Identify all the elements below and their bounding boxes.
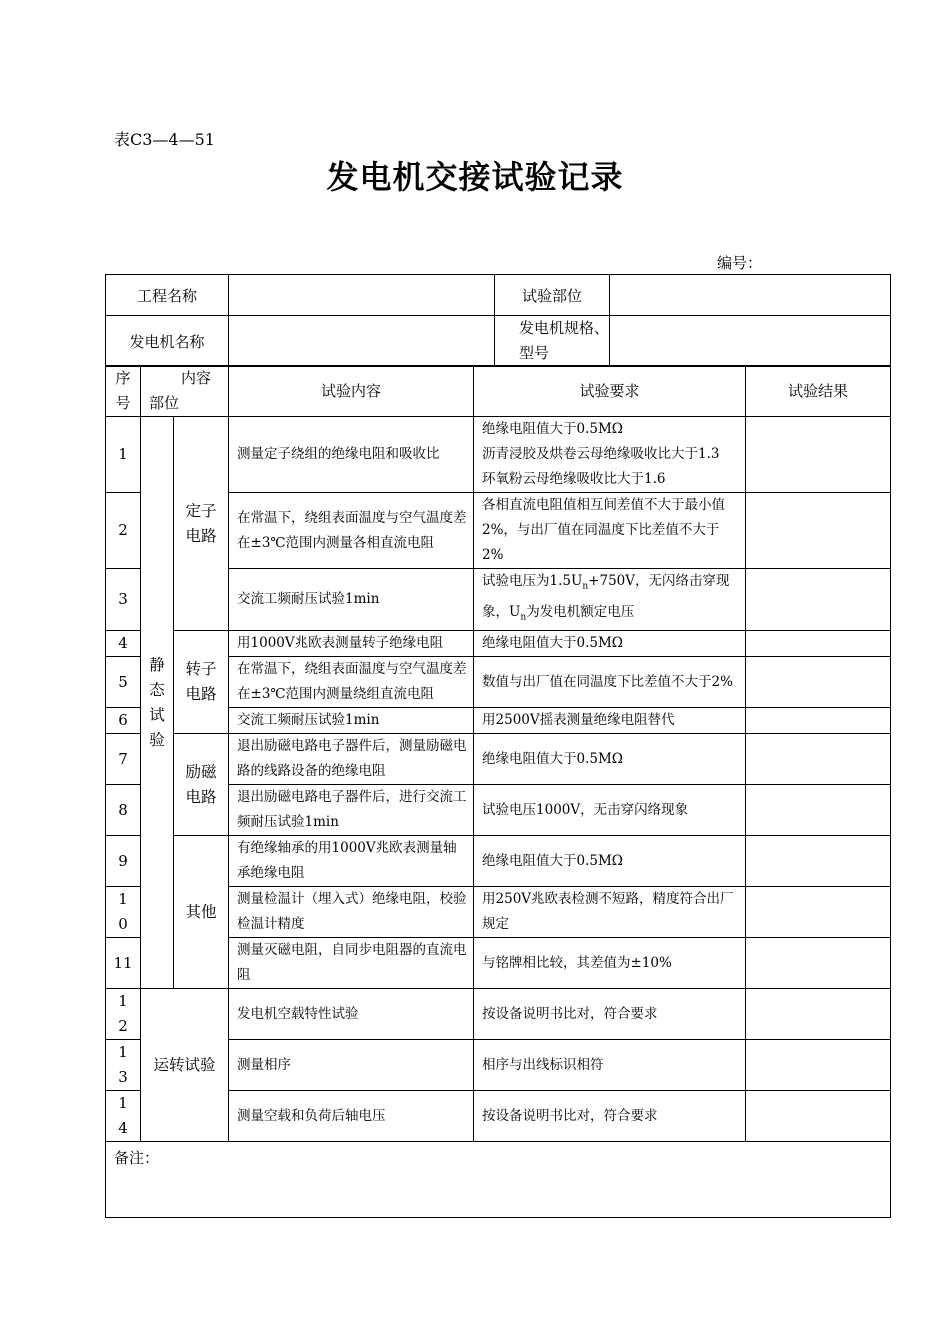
test-content: 有绝缘轴承的用1000V兆欧表测量轴承绝缘电阻 bbox=[229, 836, 474, 887]
test-result[interactable] bbox=[746, 836, 891, 887]
group-running-test: 运转试验 bbox=[141, 989, 229, 1142]
header-result: 试验结果 bbox=[746, 366, 891, 417]
form-number: 表C3—4—51 bbox=[114, 130, 215, 149]
header-requirement: 试验要求 bbox=[474, 366, 746, 417]
generator-name-field[interactable] bbox=[229, 316, 495, 367]
test-result[interactable] bbox=[746, 657, 891, 708]
generator-name-label: 发电机名称 bbox=[106, 316, 229, 367]
test-result[interactable] bbox=[746, 1040, 891, 1091]
test-requirement: 绝缘电阻值大于0.5MΩ bbox=[474, 631, 746, 657]
test-content: 测量空载和负荷后轴电压 bbox=[229, 1091, 474, 1142]
test-result[interactable] bbox=[746, 708, 891, 734]
group-excitation-circuit: 励磁电路 bbox=[174, 734, 229, 836]
test-requirement: 与铭牌相比较，其差值为±10% bbox=[474, 938, 746, 989]
test-content: 发电机空载特性试验 bbox=[229, 989, 474, 1040]
test-requirement: 用2500V摇表测量绝缘电阻替代 bbox=[474, 708, 746, 734]
test-requirement: 按设备说明书比对，符合要求 bbox=[474, 989, 746, 1040]
test-requirement: 试验电压1000V，无击穿闪络现象 bbox=[474, 785, 746, 836]
row-number: 9 bbox=[106, 836, 141, 887]
generator-spec-field[interactable] bbox=[610, 316, 891, 367]
test-content: 退出励磁电路电子器件后，测量励磁电路的线路设备的绝缘电阻 bbox=[229, 734, 474, 785]
header-part: 内容 部位 bbox=[141, 366, 229, 417]
row-number: 7 bbox=[106, 734, 141, 785]
info-table bbox=[105, 274, 891, 367]
test-result[interactable] bbox=[746, 887, 891, 938]
row-number: 1 bbox=[106, 417, 141, 493]
row-number: 12 bbox=[106, 989, 141, 1040]
test-content: 在常温下，绕组表面温度与空气温度差在±3℃范围内测量各相直流电阻 bbox=[229, 493, 474, 569]
row-number: 8 bbox=[106, 785, 141, 836]
test-table bbox=[105, 365, 891, 1218]
table-row bbox=[106, 836, 891, 887]
row-number: 10 bbox=[106, 887, 141, 938]
test-part-label: 试验部位 bbox=[495, 275, 610, 316]
test-content: 测量定子绕组的绝缘电阻和吸收比 bbox=[229, 417, 474, 493]
test-requirement: 数值与出厂值在同温度下比差值不大于2% bbox=[474, 657, 746, 708]
test-result[interactable] bbox=[746, 493, 891, 569]
number-label: 编号： bbox=[717, 254, 763, 272]
test-requirement: 绝缘电阻值大于0.5MΩ bbox=[474, 734, 746, 785]
remark-area[interactable] bbox=[106, 1142, 891, 1218]
test-content: 测量检温计（埋入式）绝缘电阻，校验检温计精度 bbox=[229, 887, 474, 938]
project-name-label: 工程名称 bbox=[106, 275, 229, 316]
test-requirement: 试验电压为$1.5U_n+750V$，无闪络击穿现象，$U_n$为发电机额定电压 bbox=[474, 569, 746, 631]
remark-label: 备注： bbox=[114, 1149, 160, 1168]
generator-spec-label: 发电机规格、型号 bbox=[495, 316, 610, 367]
test-content: 交流工频耐压试验1min bbox=[229, 708, 474, 734]
group-static-test: 静态试验 bbox=[141, 417, 174, 989]
test-result[interactable] bbox=[746, 734, 891, 785]
test-requirement: 用250V兆欧表检测不短路，精度符合出厂规定 bbox=[474, 887, 746, 938]
test-content: 在常温下，绕组表面温度与空气温度差在±3℃范围内测量绕组直流电阻 bbox=[229, 657, 474, 708]
group-stator-circuit: 定子电路 bbox=[174, 417, 229, 631]
row-number: 4 bbox=[106, 631, 141, 657]
test-content: 测量灭磁电阻，自同步电阻器的直流电阻 bbox=[229, 938, 474, 989]
test-content: 交流工频耐压试验1min bbox=[229, 569, 474, 631]
test-part-field[interactable] bbox=[610, 275, 891, 316]
project-name-field[interactable] bbox=[229, 275, 495, 316]
test-result[interactable] bbox=[746, 938, 891, 989]
test-result[interactable] bbox=[746, 785, 891, 836]
test-result[interactable] bbox=[746, 417, 891, 493]
header-seq: 序号 bbox=[106, 366, 141, 417]
test-content: 测量相序 bbox=[229, 1040, 474, 1091]
test-content: 退出励磁电路电子器件后，进行交流工频耐压试验1min bbox=[229, 785, 474, 836]
test-requirement: 绝缘电阻值大于0.5MΩ 沥青浸胶及烘卷云母绝缘吸收比大于1.3 环氧粉云母绝缘吸收比大于1.6 bbox=[474, 417, 746, 493]
test-result[interactable] bbox=[746, 1091, 891, 1142]
row-number: 13 bbox=[106, 1040, 141, 1091]
test-result[interactable] bbox=[746, 569, 891, 631]
test-result[interactable] bbox=[746, 631, 891, 657]
header-content: 试验内容 bbox=[229, 366, 474, 417]
test-content: 用1000V兆欧表测量转子绝缘电阻 bbox=[229, 631, 474, 657]
test-requirement: 按设备说明书比对，符合要求 bbox=[474, 1091, 746, 1142]
row-number: 3 bbox=[106, 569, 141, 631]
page-title: 发电机交接试验记录 bbox=[326, 158, 624, 196]
table-row bbox=[106, 417, 891, 493]
group-rotor-circuit: 转子电路 bbox=[174, 631, 229, 734]
row-number: 5 bbox=[106, 657, 141, 708]
row-number: 6 bbox=[106, 708, 141, 734]
test-requirement: 绝缘电阻值大于0.5MΩ bbox=[474, 836, 746, 887]
test-requirement: 各相直流电阻值相互间差值不大于最小值2%，与出厂值在同温度下比差值不大于2% bbox=[474, 493, 746, 569]
test-requirement: 相序与出线标识相符 bbox=[474, 1040, 746, 1091]
table-row bbox=[106, 631, 891, 657]
table-row bbox=[106, 989, 891, 1040]
test-result[interactable] bbox=[746, 989, 891, 1040]
row-number: 2 bbox=[106, 493, 141, 569]
group-other: 其他 bbox=[174, 836, 229, 989]
row-number: 11 bbox=[106, 938, 141, 989]
table-row bbox=[106, 734, 891, 785]
row-number: 14 bbox=[106, 1091, 141, 1142]
